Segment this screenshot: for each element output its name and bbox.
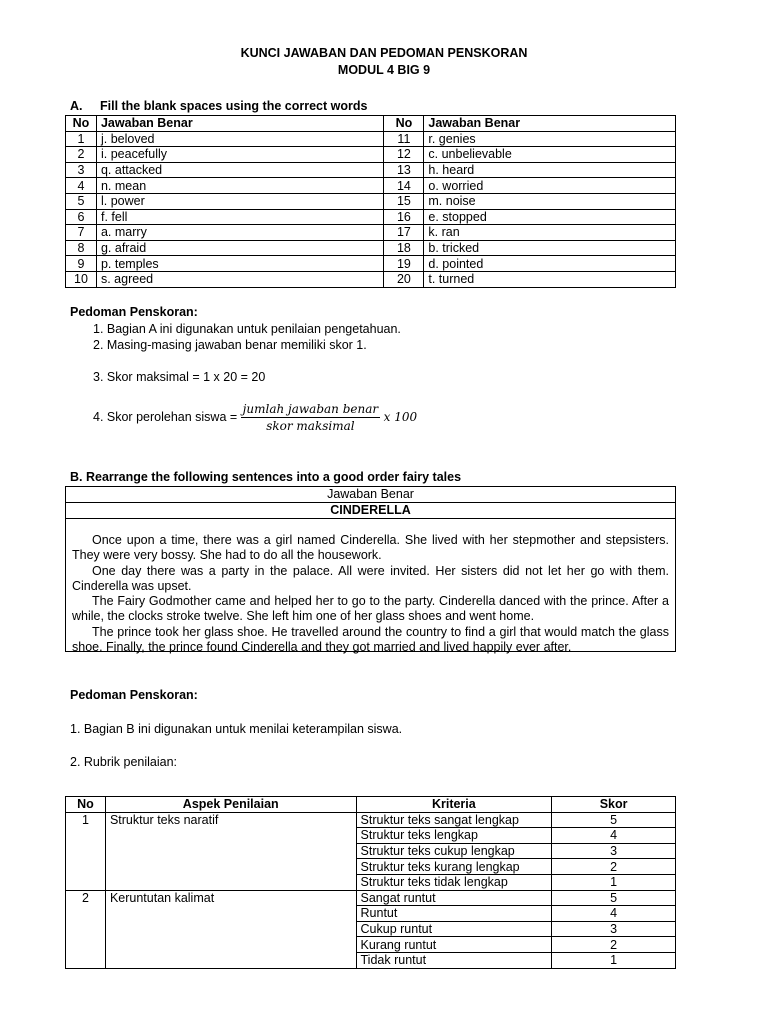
answer-no: 8 bbox=[66, 240, 97, 256]
rubric-criteria: Struktur teks tidak lengkap bbox=[356, 874, 552, 890]
col-answer-right: Jawaban Benar bbox=[424, 116, 676, 132]
answer-key-row bbox=[66, 193, 676, 209]
scoring-a-item-1: 1. Bagian A ini digunakan untuk penilaian pengetahuan. bbox=[93, 322, 401, 336]
scoring-b-item-1: 1. Bagian B ini digunakan untuk menilai keterampilan siswa. bbox=[70, 722, 403, 736]
answer-key-header-row bbox=[66, 116, 676, 132]
answer-key-row bbox=[66, 178, 676, 194]
answer-text: k. ran bbox=[424, 225, 676, 241]
document-subtitle: MODUL 4 BIG 9 bbox=[337, 63, 431, 77]
col-no-right: No bbox=[384, 116, 424, 132]
answer-text: o. worried bbox=[424, 178, 676, 194]
answer-text: h. heard bbox=[424, 162, 676, 178]
answer-no: 3 bbox=[66, 162, 97, 178]
rubric-criteria: Struktur teks kurang lengkap bbox=[356, 859, 552, 875]
rubric-score: 2 bbox=[552, 859, 676, 875]
answer-no: 10 bbox=[66, 271, 97, 287]
scoring-a-item-2: 2. Masing-masing jawaban benar memiliki skor 1. bbox=[93, 338, 367, 352]
answer-no: 1 bbox=[66, 131, 97, 147]
answer-key-row bbox=[66, 131, 676, 147]
answer-key-table bbox=[65, 115, 676, 288]
answer-text: d. pointed bbox=[424, 256, 676, 272]
rubric-col-no: No bbox=[66, 797, 106, 813]
formula-numerator: jumlah jawaban benar bbox=[242, 402, 379, 416]
formula-multiplier: x 100 bbox=[383, 409, 418, 424]
story-paragraph: The prince took her glass shoe. He travelled around the country to find a girl that would match the glass shoe. Finally, the prince found Cinderella and they got married and lived happily ever after. bbox=[72, 624, 669, 655]
answer-no: 12 bbox=[384, 147, 424, 163]
answer-key-row bbox=[66, 271, 676, 287]
rubric-score: 3 bbox=[552, 843, 676, 859]
rubric-no: 2 bbox=[66, 890, 106, 968]
answer-text: f. fell bbox=[96, 209, 383, 225]
rubric-score: 4 bbox=[552, 828, 676, 844]
answer-no: 9 bbox=[66, 256, 97, 272]
story-paragraph: Once upon a time, there was a girl named Cinderella. She lived with her stepmother and stepsisters. They were very bossy. She had to do all the housework. bbox=[72, 533, 669, 563]
rubric-score: 5 bbox=[552, 812, 676, 828]
rubric-no: 1 bbox=[66, 812, 106, 890]
rubric-criteria: Struktur teks cukup lengkap bbox=[356, 843, 552, 859]
rubric-row bbox=[66, 812, 676, 828]
answer-text: s. agreed bbox=[96, 271, 383, 287]
rubric-header-row bbox=[66, 797, 676, 813]
rubric-criteria: Kurang runtut bbox=[356, 937, 552, 953]
rubric-criteria: Struktur teks sangat lengkap bbox=[356, 812, 552, 828]
rubric-col-criteria: Kriteria bbox=[356, 797, 552, 813]
answer-text: a. marry bbox=[96, 225, 383, 241]
rubric-criteria: Tidak runtut bbox=[356, 952, 552, 968]
answer-no: 4 bbox=[66, 178, 97, 194]
story-text bbox=[66, 519, 675, 655]
answer-text: g. afraid bbox=[96, 240, 383, 256]
answer-no: 14 bbox=[384, 178, 424, 194]
section-a-letter: A. bbox=[70, 99, 83, 113]
answer-key-row bbox=[66, 256, 676, 272]
rubric-criteria: Sangat runtut bbox=[356, 890, 552, 906]
rubric-score: 4 bbox=[552, 906, 676, 922]
answer-text: n. mean bbox=[96, 178, 383, 194]
answer-no: 6 bbox=[66, 209, 97, 225]
rubric-score: 1 bbox=[552, 874, 676, 890]
score-formula-label: 4. Skor perolehan siswa = bbox=[93, 409, 238, 424]
answer-key-row bbox=[66, 147, 676, 163]
answer-text: t. turned bbox=[424, 271, 676, 287]
scoring-b-heading: Pedoman Penskoran: bbox=[70, 688, 198, 702]
answer-key-row bbox=[66, 225, 676, 241]
answer-no: 19 bbox=[384, 256, 424, 272]
rubric-col-aspect: Aspek Penilaian bbox=[105, 797, 356, 813]
scoring-b-item-2: 2. Rubrik penilaian: bbox=[70, 755, 178, 769]
rubric-criteria: Struktur teks lengkap bbox=[356, 828, 552, 844]
answer-no: 17 bbox=[384, 225, 424, 241]
rubric-score: 5 bbox=[552, 890, 676, 906]
answer-text: c. unbelievable bbox=[424, 147, 676, 163]
story-paragraph: The Fairy Godmother came and helped her to go to the party. Cinderella danced with the prince. After a while, the clocks stroke twelve. She left him one of her glass shoes and went home. bbox=[72, 594, 669, 624]
answer-no: 7 bbox=[66, 225, 97, 241]
section-b-heading: B. Rearrange the following sentences into a good order fairy tales bbox=[70, 470, 462, 484]
rubric-table bbox=[65, 796, 676, 969]
scoring-a-item-3: 3. Skor maksimal = 1 x 20 = 20 bbox=[93, 370, 266, 384]
rubric-col-score: Skor bbox=[552, 797, 676, 813]
answer-text: e. stopped bbox=[424, 209, 676, 225]
rubric-aspect: Struktur teks naratif bbox=[105, 812, 356, 890]
answer-no: 18 bbox=[384, 240, 424, 256]
rubric-score: 1 bbox=[552, 952, 676, 968]
story-box-header: Jawaban Benar bbox=[66, 487, 675, 503]
rubric-score: 2 bbox=[552, 937, 676, 953]
answer-no: 13 bbox=[384, 162, 424, 178]
answer-text: p. temples bbox=[96, 256, 383, 272]
document-title: KUNCI JAWABAN DAN PEDOMAN PENSKORAN bbox=[240, 46, 528, 60]
answer-text: r. genies bbox=[424, 131, 676, 147]
answer-text: j. beloved bbox=[96, 131, 383, 147]
answer-text: q. attacked bbox=[96, 162, 383, 178]
rubric-aspect: Keruntutan kalimat bbox=[105, 890, 356, 968]
answer-no: 11 bbox=[384, 131, 424, 147]
rubric-score: 3 bbox=[552, 921, 676, 937]
story-paragraph: One day there was a party in the palace. All were invited. Her sisters did not let her go with them. Cinderella was upset. bbox=[72, 563, 669, 593]
answer-text: i. peacefully bbox=[96, 147, 383, 163]
rubric-criteria: Cukup runtut bbox=[356, 921, 552, 937]
answer-key-row bbox=[66, 209, 676, 225]
story-title: CINDERELLA bbox=[66, 503, 675, 519]
formula-denominator: skor maksimal bbox=[266, 419, 355, 433]
answer-no: 20 bbox=[384, 271, 424, 287]
answer-no: 5 bbox=[66, 193, 97, 209]
rubric-row bbox=[66, 890, 676, 906]
story-answer-box bbox=[65, 486, 676, 655]
answer-no: 15 bbox=[384, 193, 424, 209]
scoring-a-item-4 bbox=[93, 402, 417, 433]
section-a-heading bbox=[70, 99, 367, 113]
answer-key-row bbox=[66, 240, 676, 256]
col-no-left: No bbox=[66, 116, 97, 132]
answer-text: b. tricked bbox=[424, 240, 676, 256]
col-answer-left: Jawaban Benar bbox=[96, 116, 383, 132]
scoring-a-heading: Pedoman Penskoran: bbox=[70, 305, 198, 319]
score-formula-fraction bbox=[241, 402, 380, 433]
answer-key-row bbox=[66, 162, 676, 178]
section-a-title: Fill the blank spaces using the correct words bbox=[99, 99, 368, 113]
answer-text: l. power bbox=[96, 193, 383, 209]
answer-no: 2 bbox=[66, 147, 97, 163]
answer-no: 16 bbox=[384, 209, 424, 225]
answer-text: m. noise bbox=[424, 193, 676, 209]
rubric-criteria: Runtut bbox=[356, 906, 552, 922]
